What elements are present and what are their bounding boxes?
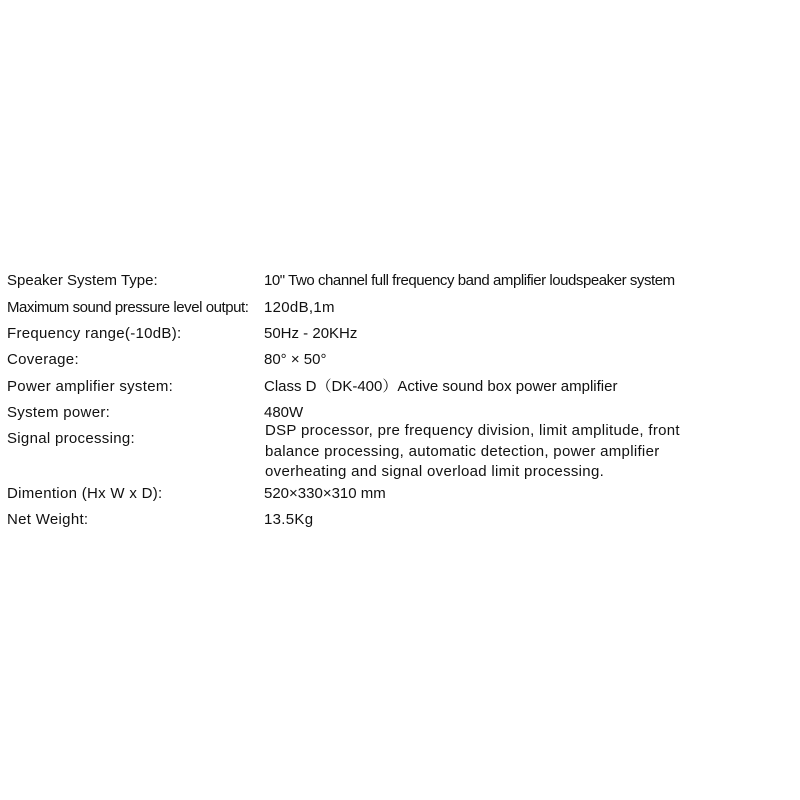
spec-value-net-weight: 13.5Kg <box>264 511 314 528</box>
spec-value-coverage: 80° × 50° <box>264 351 327 368</box>
spec-value-signal-processing: DSP processor, pre frequency division, limit amplitude, front balance processing, automatic detection, power amplifier overheating and signal overload limit processing. <box>265 422 680 480</box>
spec-value-max-spl: 120dB,1m <box>264 299 335 316</box>
spec-label-max-spl: Maximum sound pressure level output: <box>7 299 249 316</box>
spec-label-net-weight: Net Weight: <box>7 511 89 528</box>
spec-label-system-power: System power: <box>7 404 111 421</box>
spec-value-power-amplifier-system: Class D（DK-400）Active sound box power amplifier <box>264 378 618 395</box>
spec-value-system-power: 480W <box>264 404 304 421</box>
spec-value-frequency-range: 50Hz - 20KHz <box>264 325 358 342</box>
spec-label-power-amplifier-system: Power amplifier system: <box>7 378 174 395</box>
spec-label-signal-processing: Signal processing: <box>7 430 135 447</box>
spec-value-dimension: 520×330×310 mm <box>264 485 386 502</box>
spec-label-dimension: Dimention (Hx W x D): <box>7 485 163 502</box>
spec-label-coverage: Coverage: <box>7 351 79 368</box>
spec-label-frequency-range: Frequency range(-10dB): <box>7 325 182 342</box>
spec-label-speaker-system-type: Speaker System Type: <box>7 272 158 289</box>
spec-value-speaker-system-type: 10" Two channel full frequency band amplifier loudspeaker system <box>264 272 675 289</box>
